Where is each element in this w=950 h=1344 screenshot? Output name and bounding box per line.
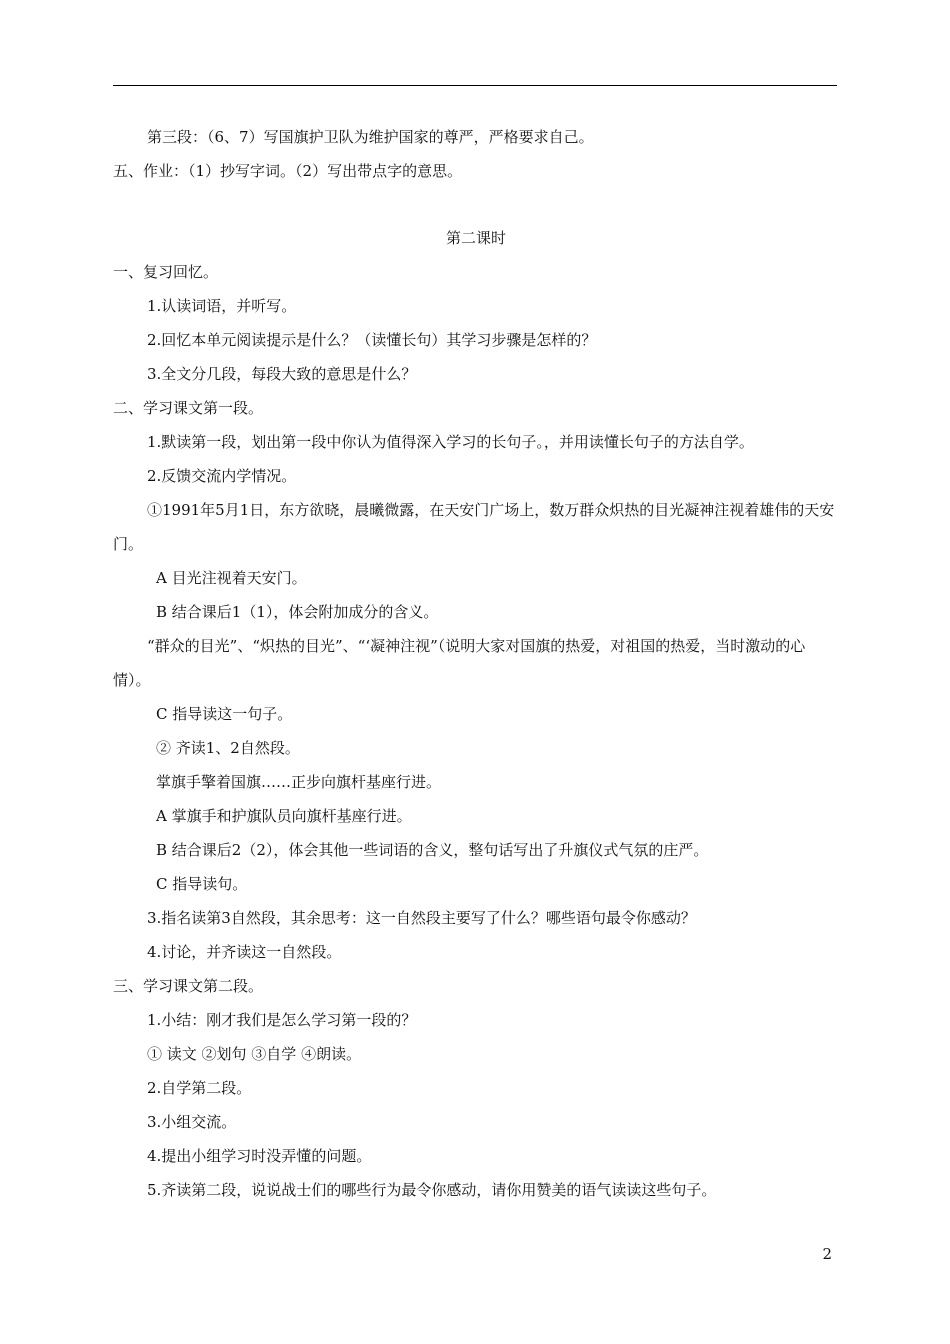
list-item: 4.提出小组学习时没弄懂的问题。 <box>147 1147 372 1165</box>
heading-study-section-two: 三、学习课文第二段。 <box>113 977 264 995</box>
list-item: 1.认读词语，并听写。 <box>147 297 297 315</box>
list-item: 4.讨论，并齐读这一自然段。 <box>147 943 342 961</box>
list-item: 2.回忆本单元阅读提示是什么？（读懂长句）其学习步骤是怎样的？ <box>147 331 597 349</box>
list-item: ① 读文 ②划句 ③自学 ④朗读。 <box>147 1045 362 1063</box>
header-rule <box>113 85 837 86</box>
quoted-sentence: 掌旗手擎着国旗……正步向旗杆基座行进。 <box>156 773 442 791</box>
list-item: C 指导读句。 <box>156 875 248 893</box>
list-item: B 结合课后1（1），体会附加成分的含义。 <box>156 603 439 621</box>
heading-study-section-one: 二、学习课文第一段。 <box>113 399 264 417</box>
list-item: ② 齐读1、2自然段。 <box>156 739 300 757</box>
list-item: 1.小结：刚才我们是怎么学习第一段的？ <box>147 1011 417 1029</box>
list-item: A 目光注视着天安门。 <box>156 569 307 587</box>
quoted-sentence: ①1991年5月1日，东方欲晓，晨曦微露，在天安门广场上，数万群众炽热的目光凝神注视着雄伟的天安门。 <box>113 501 835 553</box>
list-item: C 指导读这一句子。 <box>156 705 293 723</box>
list-item: B 结合课后2（2），体会其他一些词语的含义，整句话写出了升旗仪式气氛的庄严。 <box>156 841 709 859</box>
document-body <box>113 120 839 1207</box>
list-item: 2.自学第二段。 <box>147 1079 252 1097</box>
paragraph-section-three: 第三段：（6、7）写国旗护卫队为维护国家的尊严，严格要求自己。 <box>147 128 594 146</box>
lesson-title: 第二课时 <box>445 229 506 247</box>
explanation-paragraph: “群众的目光”、“炽热的目光”、“‘凝神注视”（说明大家对国旗的热爱，对祖国的热爱，当时激动的心情）。 <box>113 637 806 689</box>
heading-review: 一、复习回忆。 <box>113 263 219 281</box>
list-item: 5.齐读第二段，说说战士们的哪些行为最令你感动，请你用赞美的语气读读这些句子。 <box>147 1181 717 1199</box>
page-number: 2 <box>822 1245 832 1263</box>
paragraph-homework: 五、作业：（1）抄写字词。（2）写出带点字的意思。 <box>113 162 463 180</box>
list-item: A 掌旗手和护旗队员向旗杆基座行进。 <box>156 807 412 825</box>
list-item: 3.指名读第3自然段，其余思考：这一自然段主要写了什么？哪些语句最令你感动？ <box>147 909 696 927</box>
list-item: 3.小组交流。 <box>147 1113 237 1131</box>
list-item: 1.默读第一段，划出第一段中你认为值得深入学习的长句子。，并用读懂长句子的方法自学。 <box>147 433 754 451</box>
list-item: 3.全文分几段，每段大致的意思是什么？ <box>147 365 417 383</box>
list-item: 2.反馈交流内学情况。 <box>147 467 297 485</box>
